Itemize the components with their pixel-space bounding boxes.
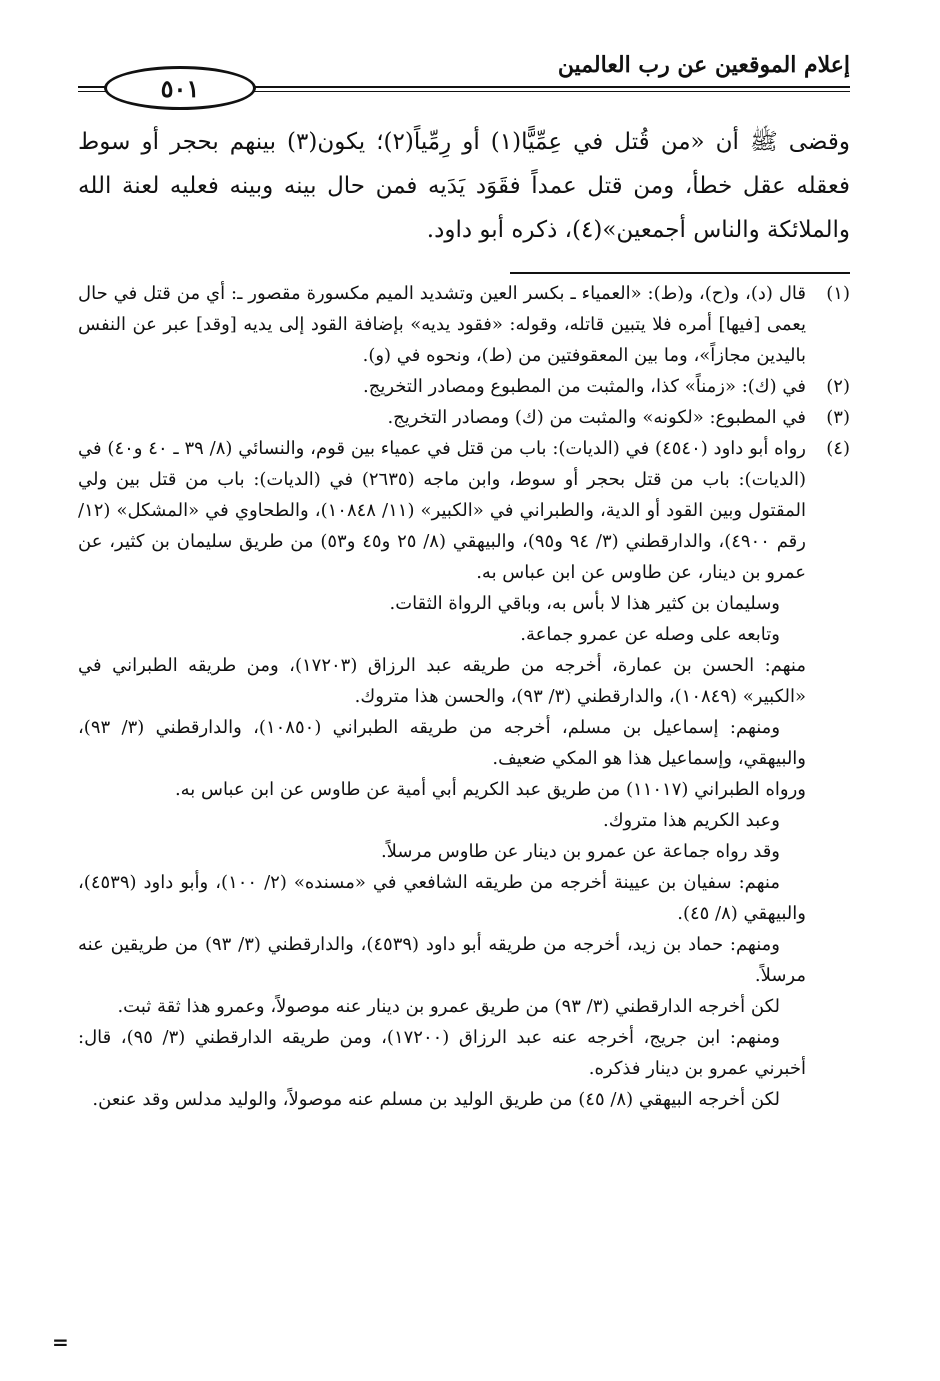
footnote-paragraph: ومنهم: حماد بن زيد، أخرجه من طريقه أبو داود (٤٥٣٩)، والدارقطني (٣/ ٩٣) من طريقين عنه مرسلاً. [78,934,806,986]
footnote-1 [78,278,850,371]
footnote-paragraph: لكن أخرجه البيهقي (٨/ ٤٥) من طريق الوليد بن مسلم عنه موصولاً، والوليد مدلس وقد عنعن. [92,1089,780,1110]
continuation-mark: = [52,1330,69,1354]
page-number: ٥٠١ [160,73,200,103]
footnote-paragraph: منهم: سفيان بن عيينة أخرجه من طريقه الشافعي في «مسنده» (٢/ ١٠٠)، وأبو داود (٤٥٣٩)، والبيهقي (٨/ ٤٥). [78,872,806,924]
footnote-paragraph: لكن أخرجه الدارقطني (٣/ ٩٣) من طريق عمرو بن دينار عنه موصولاً، وعمرو هذا ثقة ثبت. [117,996,780,1017]
footnote-body [78,433,806,1115]
footnote-number: (٤) [826,438,850,459]
footnote-paragraph: ورواه الطبراني (١١٠١٧) من طريق عبد الكريم أبي أمية عن طاوس عن ابن عباس به. [174,779,806,800]
footnote-text: قال (د)، و(ح)، و(ط): «العمياء ـ بكسر العين وتشديد الميم مكسورة مقصور ـ: أي من قتل في حال يعمى [فيها] أمره فلا يتبين قاتله، وقوله: «فقود يديه» بإضافة القود إلى يديه [وقد] عبر عن النفس باليدين مجازاً»، وما بين المعقوفتين من (ط)، ونحوه في (و). [78,283,806,366]
footnote-number: (١) [826,283,850,304]
footnote-paragraph: منهم: الحسن بن عمارة، أخرجه من طريقه عبد الرزاق (١٧٢٠٣)، ومن طريقه الطبراني في «الكبير» (١٠٨٤٩)، والدارقطني (٣/ ٩٣)، والحسن هذا متروك. [78,655,807,707]
footnote-text: في (ك): «زمناً» كذا، والمثبت من المطبوع ومصادر التخريج. [363,376,806,397]
footnote-number: (٣) [826,407,850,428]
footnote-number: (٢) [826,376,850,397]
footnote-paragraph: رواه أبو داود (٤٥٤٠) في (الديات): باب من قتل في عمياء بين قوم، والنسائي (٨/ ٣٩ ـ ٤٠ و٤٠) في (الديات): باب من قتل بحجر أو سوط، وابن ماجه (٢٦٣٥) في (الديات): باب من قتل بين ولي المقتول وبين القود أو الدية، والطبراني في «الكبير» (١١/ ١٠٨٤٨)، والطحاوي في «المشكل» (١٢/رقم ٤٩٠٠)، والدارقطني (٣/ ٩٤ و٩٥)، والبيهقي (٨/ ٢٥ و٤٥ و٥٣) من طريق سليمان بن كثير، عن عمرو بن دينار، عن طاوس عن ابن عباس به. [78,438,807,583]
footnotes [78,278,850,1115]
footnote-paragraph: ومنهم: ابن جريج، أخرجه عنه عبد الرزاق (١٧٢٠٠)، ومن طريقه الدارقطني (٣/ ٩٥)، قال: أخبرني عمرو بن دينار فذكره. [78,1027,806,1079]
page-header [78,40,850,110]
main-text [78,120,850,252]
footnote-paragraph: وقد رواه جماعة عن عمرو بن دينار عن طاوس مرسلاً. [380,841,780,862]
footnote-3 [78,402,850,433]
footnote-separator [510,272,850,274]
footnote-text: في المطبوع: «لكونه» والمثبت من (ك) ومصادر التخريج. [387,407,806,428]
running-title: إعلام الموقعين عن رب العالمين [557,52,850,78]
footnote-paragraph: وتابعه على وصله عن عمرو جماعة. [520,624,780,645]
footnote-paragraph: وسليمان بن كثير هذا لا بأس به، وباقي الرواة الثقات. [389,593,780,614]
footnote-paragraph: ومنهم: إسماعيل بن مسلم، أخرجه من طريقه الطبراني (١٠٨٥٠)، والدارقطني (٣/ ٩٣)، والبيهقي، وإسماعيل هذا هو المكي ضعيف. [78,717,806,769]
footnote-2 [78,371,850,402]
main-paragraph: وقضى ﷺ أن «من قُتل في عِمِّيًّا(١) أو رِمِّياً(٢)؛ يكون(٣) بينهم بحجر أو سوط فعقله عقل خطأ، ومن قتل عمداً فقَوَد يَدَيه فمن حال بينه وبينه فعليه لعنة الله والملائكة والناس أجمعين»(٤)، ذكره أبو داود. [78,129,850,243]
page-number-ornament [104,66,256,110]
footnote-4 [78,433,850,1115]
footnote-paragraph: وعبد الكريم هذا متروك. [602,810,780,831]
